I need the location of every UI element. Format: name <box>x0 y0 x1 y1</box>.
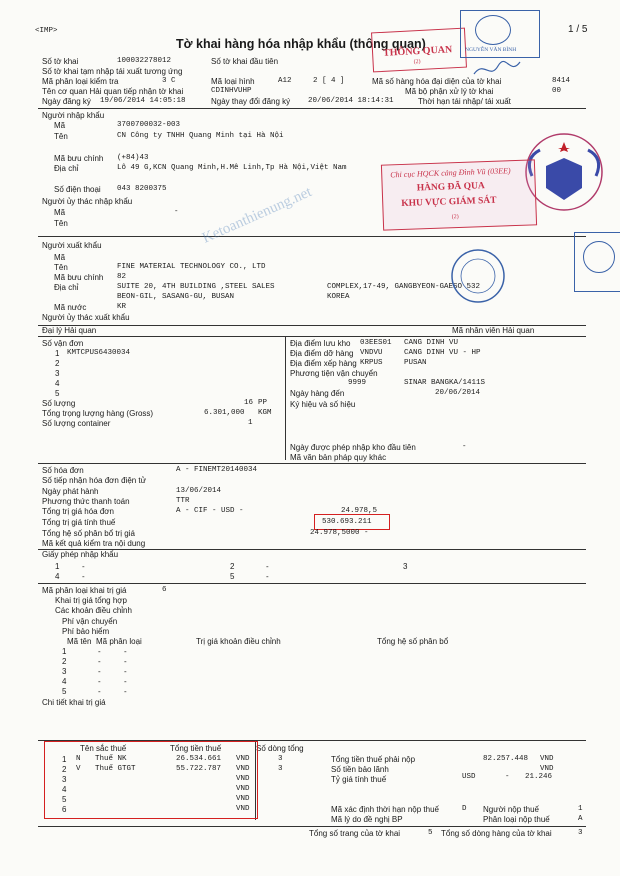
permit-dash-5: - <box>266 572 269 581</box>
label-tiep-nhan: Số tiếp nhận hóa đơn điện tử <box>42 476 147 485</box>
value-ty-gia-dash: - <box>505 773 510 781</box>
value-do-hang: CANG DINH VU - HP <box>404 349 481 357</box>
giam-sat-stamp <box>381 159 537 230</box>
tax-row-lines: 3 <box>278 765 283 773</box>
label-bao-lanh: Số tiền bảo lãnh <box>331 765 389 774</box>
value-tri-gia-hd-prefix: A - CIF - USD - <box>176 507 244 515</box>
tax-row-no: 2 <box>62 765 67 774</box>
label-exporter-ten: Tên <box>54 263 68 272</box>
value-exporter-ma-nuoc: KR <box>117 303 127 311</box>
tax-row-cur: VND <box>236 765 250 773</box>
label-ma-ten: Mã tên <box>67 637 92 646</box>
label-thanh-toan: Phương thức thanh toán <box>42 497 130 506</box>
tax-row-cur: VND <box>236 775 250 783</box>
valuation-row-dash: - <box>98 667 101 676</box>
value-exporter-dia-chi-4: KOREA <box>327 293 350 301</box>
label-van-chuyen: Phí vận chuyển <box>62 617 118 626</box>
section-entrust: Người ủy thác nhập khẩu <box>42 197 133 206</box>
label-ket-qua: Mã kết quả kiểm tra nội dung <box>42 539 146 548</box>
value-phai-nop-cur: VND <box>540 755 554 763</box>
value-tri-gia-hd: 24.978,5 <box>341 507 378 515</box>
label-nhan-vien-hq: Mã nhân viên Hải quan <box>452 326 535 335</box>
value-so-luong: 16 <box>244 399 254 407</box>
label-tri-gia-hd: Tổng trị giá hóa đơn <box>42 507 114 516</box>
tax-row-no: 6 <box>62 805 67 814</box>
value-luu-kho-code: 03EES01 <box>360 339 392 347</box>
valuation-row-dash: - <box>98 687 101 696</box>
permit-no-2: 2 <box>230 562 235 571</box>
label-entrust-ma: Mã <box>54 208 66 217</box>
divider <box>38 336 586 337</box>
value-nguoi-nop: 1 <box>578 805 583 813</box>
value-thanh-toan: TTR <box>176 497 190 505</box>
label-exporter-buu-chinh: Mã bưu chính <box>54 273 104 282</box>
officer-name: NGUYỄN VĂN BÌNH <box>465 47 517 53</box>
label-tong-dong: Tổng số dòng hàng của tờ khai <box>441 829 552 838</box>
label-ngay-thay-doi: Ngày thay đổi đăng ký <box>211 97 291 106</box>
label-tong-tien-thue: Tổng tiền thuế <box>170 744 222 753</box>
permit-no-3: 3 <box>403 562 408 571</box>
valuation-row-no: 5 <box>62 687 67 696</box>
divider <box>38 583 586 584</box>
label-ngay-den: Ngày hàng đến <box>290 389 345 398</box>
tax-row-no: 4 <box>62 785 67 794</box>
tax-row-name: Thuế GTGT <box>95 765 136 773</box>
value-he-so: 24.978,5000 - <box>310 529 369 537</box>
document-title: Tờ khai hàng hóa nhập khẩu (thông quan) <box>176 37 426 51</box>
value-bo-phan: 00 <box>552 87 562 95</box>
officer-stamp <box>460 10 540 58</box>
label-co-quan: Tên cơ quan Hải quan tiếp nhận tờ khai <box>42 87 184 96</box>
label-phai-nop: Tổng tiền thuế phải nộp <box>331 755 416 764</box>
valuation-row-dash: - <box>98 647 101 656</box>
label-ma-so-hang-dai-dien: Mã số hàng hóa đại diện của tờ khai <box>372 77 502 86</box>
label-dieu-chinh: Các khoản điều chỉnh <box>55 606 132 615</box>
value-phuong-tien-code: 9999 <box>348 379 367 387</box>
value-so-hoa-don: A - FINEMT20140034 <box>176 466 258 474</box>
value-bao-lanh-cur: VND <box>540 765 554 773</box>
value-ma-loai-hinh: A12 <box>278 77 292 85</box>
valuation-row-dash: - <box>124 677 127 686</box>
label-ngay-phat-hanh: Ngày phát hành <box>42 487 99 496</box>
edge-stamp <box>574 232 620 292</box>
valuation-row-dash: - <box>124 657 127 666</box>
van-don-no: 4 <box>55 379 60 388</box>
tax-row-amount: 26.534.661 <box>176 755 222 763</box>
valuation-row-dash: - <box>124 647 127 656</box>
value-ngay-den: 20/06/2014 <box>435 389 481 397</box>
label-van-don: Số vận đơn <box>42 339 84 348</box>
label-nguoi-nop: Người nộp thuế <box>483 805 539 814</box>
value-phan-loai-tri-gia: 6 <box>162 586 167 594</box>
highlight-box <box>314 514 390 530</box>
value-phai-nop: 82.257.448 <box>483 755 529 763</box>
giam-sat-line-2: HÀNG ĐÃ QUA <box>416 181 485 194</box>
value-ngay-dang-ky: 19/06/2014 14:05:18 <box>100 97 186 105</box>
tax-row-no: 5 <box>62 795 67 804</box>
label-phan-loai-kiem-tra: Mã phân loại kiểm tra <box>42 77 119 86</box>
value-exporter-dia-chi-1: SUITE 20, 4TH BUILDING ,STEEL SALES <box>117 283 275 291</box>
value-importer-ma: 3700700032-003 <box>117 121 181 129</box>
value-exporter-dia-chi-2: COMPLEX,17-49, GANGBYEON-GAESO 532 <box>327 283 481 291</box>
divider <box>38 108 586 109</box>
value-gross: 6.301,000 <box>204 409 245 417</box>
label-xac-dinh: Mã xác định thời hạn nộp thuế <box>331 805 439 814</box>
label-uy-thac-xk: Người ủy thác xuất khẩu <box>42 313 130 322</box>
valuation-row-dash: - <box>124 667 127 676</box>
label-importer-ma: Mã <box>54 121 66 130</box>
van-don-no: 3 <box>55 369 60 378</box>
value-xac-dinh: D <box>462 805 467 813</box>
value-so-luong-unit: PP <box>258 399 268 407</box>
valuation-row-dash: - <box>98 677 101 686</box>
giam-sat-line-1: Chi cục HQCK cảng Đình Vũ (03EE) <box>390 166 511 180</box>
tax-row-no: 1 <box>62 755 67 764</box>
divider <box>38 549 586 550</box>
tax-row-cur: VND <box>236 795 250 803</box>
permit-dash-4: - <box>82 572 85 581</box>
label-he-so-pb: Tổng hệ số phân bổ <box>377 637 449 646</box>
label-thoi-han: Thời hạn tái nhập/ tái xuất <box>418 97 511 106</box>
imp-tag: <IMP> <box>35 27 58 35</box>
tax-row-lines: 3 <box>278 755 283 763</box>
tax-row-code: N <box>76 755 81 763</box>
label-importer-buu-chinh: Mã bưu chính <box>54 154 104 163</box>
valuation-row-no: 4 <box>62 677 67 686</box>
van-don-no: 1 <box>55 349 60 358</box>
watermark: Ketoanthienung.net <box>200 184 315 247</box>
section-importer: Người nhập khẩu <box>42 111 105 120</box>
thong-quan-stamp <box>371 28 467 73</box>
label-ngay-duoc-phep: Ngày được phép nhập kho đầu tiên <box>290 443 416 452</box>
permit-dash-2: - <box>266 562 269 571</box>
value-xep-hang: PUSAN <box>404 359 427 367</box>
label-dai-ly: Đại lý Hải quan <box>42 326 97 335</box>
highlight-box <box>44 741 258 819</box>
label-tri-gia-tt: Tổng trị giá tính thuế <box>42 518 116 527</box>
value-phuong-tien: SINAR BANGKA/1411S <box>404 379 486 387</box>
label-phan-loai-tri-gia: Mã phân loại khai trị giá <box>42 586 127 595</box>
label-container: Số lượng container <box>42 419 111 428</box>
value-ma-so-hang-dai-dien: 8414 <box>552 77 571 85</box>
value-do-hang-code: VNDVU <box>360 349 383 357</box>
label-ma-loai-hinh: Mã loại hình <box>211 77 255 86</box>
value-entrust-ma: - <box>174 208 179 216</box>
label-ty-gia: Tỷ giá tính thuế <box>331 775 387 784</box>
label-ma-phan-loai: Mã phân loại <box>96 637 142 646</box>
label-so-to-khai: Số tờ khai <box>42 57 79 66</box>
label-tong-trang: Tổng số trang của tờ khai <box>309 829 401 838</box>
van-don-value: KMTCPUS6430034 <box>67 349 131 357</box>
divider <box>38 236 586 237</box>
valuation-row-no: 3 <box>62 667 67 676</box>
value-co-quan: CDINHVUHP <box>211 87 252 95</box>
label-ten-sac-thue: Tên sắc thuế <box>80 744 127 753</box>
label-exporter-dia-chi: Địa chỉ <box>54 283 79 292</box>
label-so-to-khai-dau-tien: Số tờ khai đầu tiên <box>211 57 279 66</box>
permit-no-5: 5 <box>230 572 235 581</box>
label-bo-phan: Mã bộ phận xử lý tờ khai <box>405 87 494 96</box>
tax-row-cur: VND <box>236 805 250 813</box>
label-tam-nhap: Số tờ khai tạm nhập tái xuất tương ứng <box>42 67 183 76</box>
value-tri-gia-tt: 530.693.211 <box>322 518 372 526</box>
tax-row-no: 3 <box>62 775 67 784</box>
label-tong-hop: Khai trị giá tổng hợp <box>55 596 127 605</box>
divider <box>38 463 586 464</box>
value-so-to-khai: 100032278012 <box>117 57 172 65</box>
value-exporter-dia-chi-3: BEON-GIL, SASANG-GU, BUSAN <box>117 293 235 301</box>
signature <box>470 56 530 82</box>
section-exporter: Người xuất khẩu <box>42 241 102 250</box>
value-luu-kho: CANG DINH VU <box>404 339 459 347</box>
label-do-hang: Địa điểm dỡ hàng <box>290 349 354 358</box>
label-so-dong: Số dòng tổng <box>256 744 304 753</box>
seal-circle <box>583 241 615 273</box>
divider-vertical <box>285 336 286 460</box>
customs-seal <box>444 246 512 306</box>
label-bao-hiem: Phí bảo hiểm <box>62 627 110 636</box>
value-gross-unit: KGM <box>258 409 272 417</box>
valuation-row-no: 2 <box>62 657 67 666</box>
label-so-luong: Số lượng <box>42 399 76 408</box>
value-container: 1 <box>248 419 253 427</box>
label-luu-kho: Địa điểm lưu kho <box>290 339 351 348</box>
van-don-no: 2 <box>55 359 60 368</box>
permit-no-1: 1 <box>55 562 60 571</box>
van-don-no: 5 <box>55 389 60 398</box>
label-ly-do: Mã lý do đề nghị BP <box>331 815 403 824</box>
value-ngay-duoc-phep: - <box>462 443 467 451</box>
thong-quan-text: THÔNG QUAN <box>382 44 453 59</box>
label-entrust-ten: Tên <box>54 219 68 228</box>
value-ngay-thay-doi: 20/06/2014 18:14:31 <box>308 97 394 105</box>
value-ngay-phat-hanh: 13/06/2014 <box>176 487 222 495</box>
tax-row-name: Thuế NK <box>95 755 127 763</box>
label-ngay-dang-ky: Ngày đăng ký <box>42 97 91 106</box>
tax-row-code: V <box>76 765 81 773</box>
value-ty-gia-cur: USD <box>462 773 476 781</box>
tax-row-cur: VND <box>236 755 250 763</box>
value-importer-dien-thoai: 043 8200375 <box>117 185 167 193</box>
permit-no-4: 4 <box>55 572 60 581</box>
valuation-row-dash: - <box>124 687 127 696</box>
value-importer-ten: CN Công ty TNHH Quang Minh tại Hà Nội <box>117 132 284 140</box>
tax-row-cur: VND <box>236 785 250 793</box>
label-exporter-ma: Mã <box>54 253 66 262</box>
label-so-hoa-don: Số hóa đơn <box>42 466 84 475</box>
divider <box>38 826 586 827</box>
valuation-row-dash: - <box>98 657 101 666</box>
value-exporter-ten: FINE MATERIAL TECHNOLOGY CO., LTD <box>117 263 266 271</box>
label-ky-hieu: Ký hiệu và số hiệu <box>290 400 356 409</box>
value-phan-loai-kiem-tra: 3 C <box>162 77 176 85</box>
value-tong-dong: 3 <box>578 829 583 837</box>
value-tong-trang: 5 <box>428 829 433 837</box>
label-giay-phep: Giấy phép nhập khẩu <box>42 550 119 559</box>
label-importer-dia-chi: Địa chỉ <box>54 164 79 173</box>
label-chi-tiet: Chi tiết khai trị giá <box>42 698 106 707</box>
value-importer-buu-chinh: (+84)43 <box>117 154 149 162</box>
value-phan-loai-nop: A <box>578 815 583 823</box>
giam-sat-line-3: KHU VỰC GIÁM SÁT <box>401 195 497 210</box>
value-exporter-buu-chinh: 82 <box>117 273 127 281</box>
tax-row-amount: 55.722.787 <box>176 765 222 773</box>
valuation-row-no: 1 <box>62 647 67 656</box>
thong-quan-no: (2) <box>413 58 421 66</box>
value-ma-loai-hinh-2: 2 [ 4 ] <box>313 77 345 85</box>
value-ty-gia: 21.246 <box>525 773 553 781</box>
label-phan-loai-nop: Phân loại nộp thuế <box>483 815 550 824</box>
label-van-ban: Mã văn bản pháp quy khác <box>290 453 387 462</box>
label-gross: Tổng trọng lượng hàng (Gross) <box>42 409 154 418</box>
label-importer-dien-thoai: Số điện thoại <box>54 185 101 194</box>
label-importer-ten: Tên <box>54 132 68 141</box>
label-tri-gia-dc: Trị giá khoản điều chỉnh <box>196 637 281 646</box>
seal-circle <box>475 15 511 45</box>
giam-sat-no: (2) <box>451 214 459 221</box>
value-xep-hang-code: KRPUS <box>360 359 383 367</box>
permit-dash-1: - <box>82 562 85 571</box>
value-importer-dia-chi: Lô 49 G,KCN Quang Minh,H.Mê Linh,Tp Hà Nội,Việt Nam <box>117 164 347 172</box>
label-xep-hang: Địa điểm xếp hàng <box>290 359 357 368</box>
page-number: 1 / 5 <box>568 24 588 35</box>
label-phuong-tien: Phương tiện vận chuyển <box>290 369 378 378</box>
label-he-so: Tổng hệ số phân bổ trị giá <box>42 529 135 538</box>
label-exporter-ma-nuoc: Mã nước <box>54 303 87 312</box>
